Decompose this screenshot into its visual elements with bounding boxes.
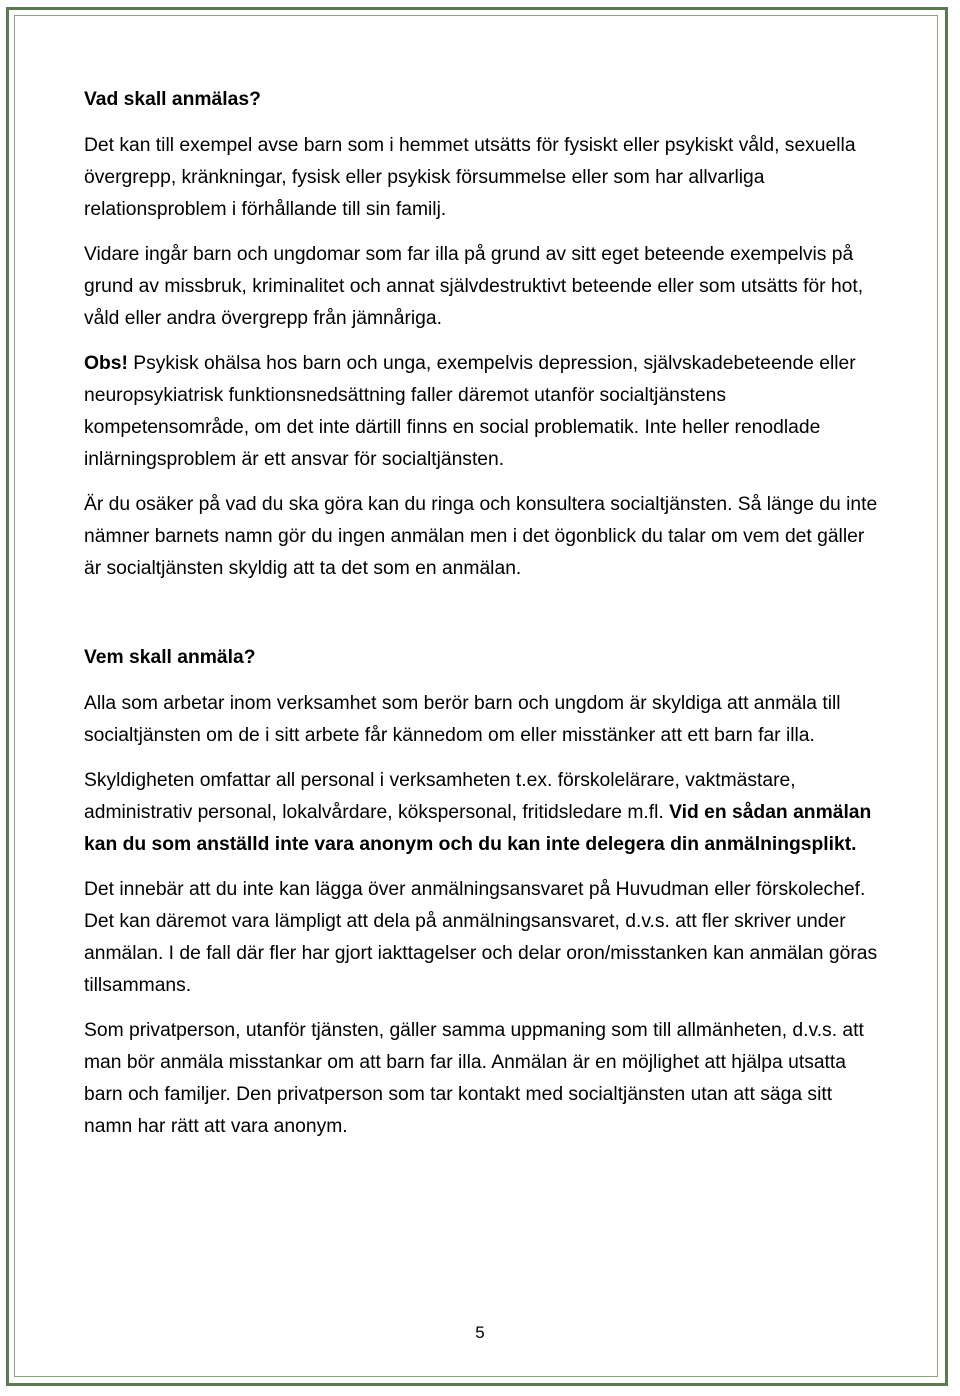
page-number: 5: [475, 1323, 485, 1342]
paragraph-alla-som-arbetar: Alla som arbetar inom verksamhet som berör barn och ungdom är skyldiga att anmäla till socialtjänsten om de i sitt arbete får kännedom om eller misstänker att ett barn far illa.: [84, 693, 841, 746]
paragraph-vidare: Vidare ingår barn och ungdomar som far illa på grund av sitt eget beteende exempelvis på grund av missbruk, kriminalitet och annat självdestruktivt beteende eller som utsätts för hot, våld eller andra övergrepp från jämnåriga.: [84, 244, 864, 329]
skyldigheten-bold-text: Vid en sådan anmälan kan du som anställd inte vara anonym och du kan inte delegera din anmälningsplikt.: [84, 802, 872, 855]
obs-label: Obs!: [84, 353, 128, 374]
paragraph-skyldigheten: [84, 765, 884, 861]
paragraph-det-innebar: Det innebär att du inte kan lägga över anmälningsansvaret på Huvudman eller förskolechef. Det kan däremot vara lämpligt att dela på anmälningsansvaret, d.v.s. att fler skriver under anmälan. I de fall där fler har gjort iakttagelser och delar oron/misstanken kan anmälan göras tillsammans.: [84, 879, 878, 996]
heading-vem-skall-anmala: Vem skall anmäla?: [84, 647, 256, 668]
document-body: [84, 84, 884, 1143]
paragraph-obs: [84, 348, 884, 476]
skyldigheten-text: Skyldigheten omfattar all personal i verksamheten t.ex. förskolelärare, vaktmästare, administrativ personal, lokalvårdare, kökspersonal, fritidsledare m.fl.: [84, 770, 796, 823]
paragraph-privatperson: Som privatperson, utanför tjänsten, gäller samma uppmaning som till allmänheten, d.v.s. att man bör anmäla misstankar om att barn far illa. Anmälan är en möjlighet att hjälpa utsatta barn och familjer. Den privatperson som tar kontakt med socialtjänsten utan att säga sitt namn har rätt att vara anonym.: [84, 1020, 864, 1137]
paragraph-exempel: Det kan till exempel avse barn som i hemmet utsätts för fysiskt eller psykiskt våld, sexuella övergrepp, kränkningar, fysisk eller psykisk försummelse eller som har allvarliga relationsproblem i förhållande till sin familj.: [84, 135, 856, 220]
obs-text: Psykisk ohälsa hos barn och unga, exempelvis depression, självskadebeteende eller neuropsykiatrisk funktionsnedsättning faller däremot utanför socialtjänstens kompetensområde, om det inte därtill finns en social problematik. Inte heller renodlade inlärningsproblem är ett ansvar för socialtjänsten.: [84, 353, 856, 470]
heading-vad-skall-anmalas: Vad skall anmälas?: [84, 89, 261, 110]
paragraph-osaker: Är du osäker på vad du ska göra kan du ringa och konsultera socialtjänsten. Så länge du inte nämner barnets namn gör du ingen anmälan men i det ögonblick du talar om vem det gäller är socialtjänsten skyldig att ta det som en anmälan.: [84, 494, 878, 579]
